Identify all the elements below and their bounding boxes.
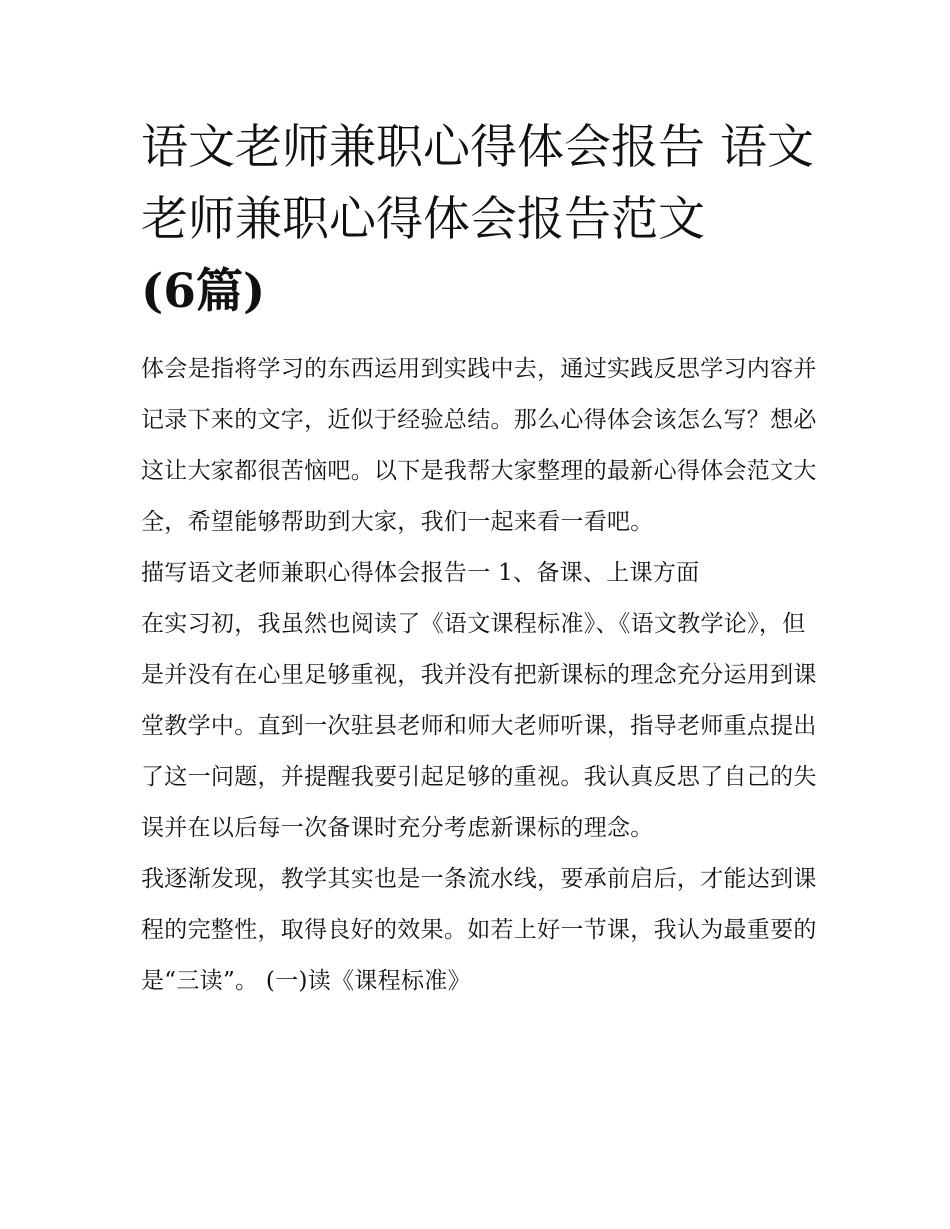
body-paragraph: 我逐渐发现，教学其实也是一条流水线，要承前启后，才能达到课程的完整性，取得良好的效果。如若上好一节课，我认为最重要的是“三读”。 (一)读《课程标准》 — [141, 866, 817, 994]
document-title — [141, 112, 821, 328]
document-body — [141, 112, 821, 1007]
title-count: (6篇) — [141, 264, 266, 319]
title-text: 语文老师兼职心得体会报告 语文老师兼职心得体会报告范文 — [141, 120, 814, 247]
body-paragraph: 在实习初，我虽然也阅读了《语文课程标准》、《语文教学论》，但是并没有在心里足够重视，我并没有把新课标的理念充分运用到课堂教学中。直到一次驻县老师和师大老师听课，指导老师重点提出了这一问题，并提醒我要引起足够的重视。我认真反思了自己的失误并在以后每一次备课时充分考虑新课标的理念。 — [141, 611, 817, 841]
section-heading: 描写语文老师兼职心得体会报告一 1、备课、上课方面 — [141, 560, 700, 586]
intro-paragraph: 体会是指将学习的东西运用到实践中去，通过实践反思学习内容并记录下来的文字，近似于经验总结。那么心得体会该怎么写？想必这让大家都很苦恼吧。以下是我帮大家整理的最新心得体会范文大全，希望能够帮助到大家，我们一起来看一看吧。 — [141, 356, 817, 535]
